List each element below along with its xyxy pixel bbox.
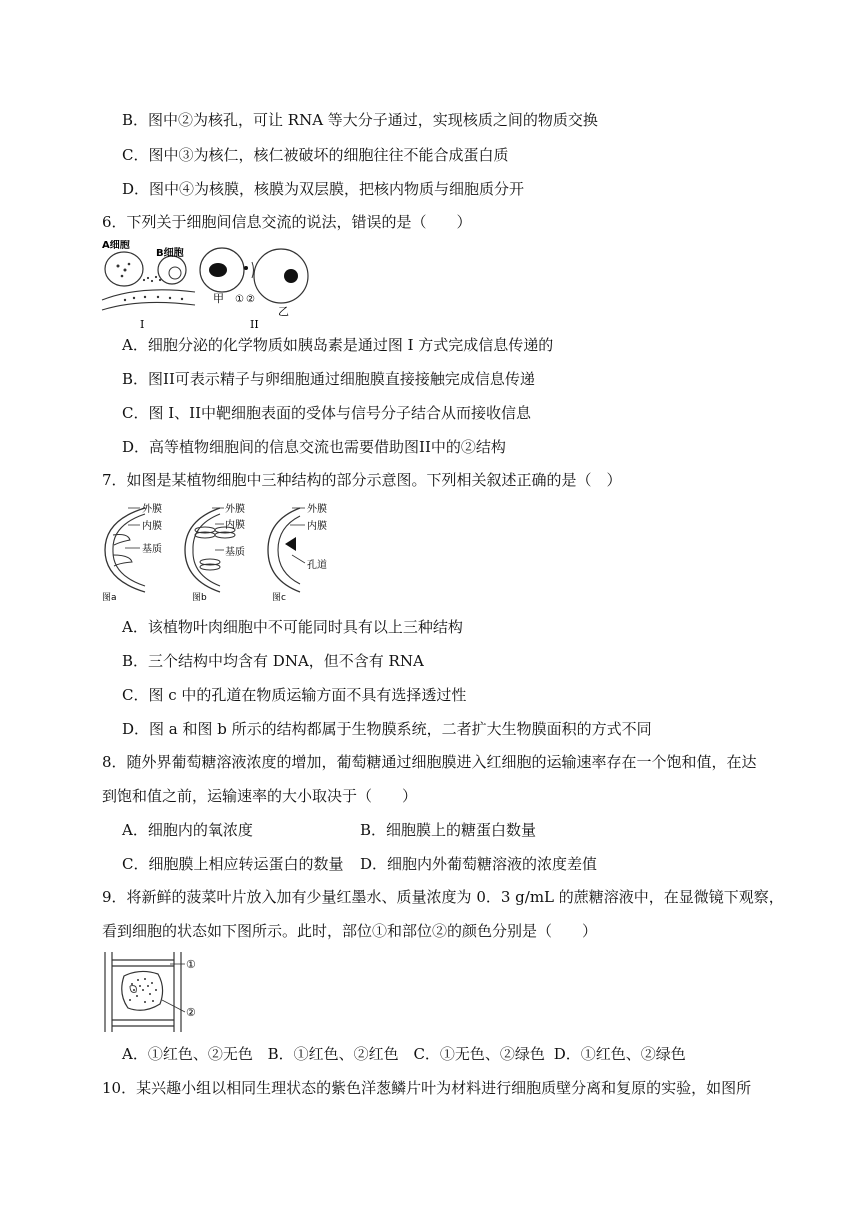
q9-option-c: C．①无色、②绿色 <box>413 1045 545 1063</box>
mark-2: ② <box>246 294 255 305</box>
q9-mark-1: ① <box>186 958 196 971</box>
yi-cell-shape <box>254 249 308 303</box>
q8-option-d: D．细胞内外葡萄糖溶液的浓度差值 <box>360 855 598 873</box>
yi-label: 乙 <box>278 305 289 318</box>
b-inner-label: 内膜 <box>225 520 245 531</box>
q6-figure <box>100 240 310 335</box>
q7-option-d: D．图 a 和图 b 所示的结构都属于生物膜系统，二者扩大生物膜面积的方式不同 <box>122 720 652 738</box>
a-matrix-label: 基质 <box>142 544 162 555</box>
q9-option-b: B．①红色、②红色 <box>267 1045 399 1063</box>
q9-stem-line-2: 看到细胞的状态如下图所示。此时，部位①和部位②的颜色分别是（ ） <box>102 922 598 940</box>
q6-option-c: C．图 I、II中靶细胞表面的受体与信号分子结合从而接收信息 <box>122 404 532 422</box>
q10-stem-line-1: 10．某兴趣小组以相同生理状态的紫色洋葱鳞片叶为材料进行细胞质壁分离和复原的实验，如图所 <box>102 1079 752 1097</box>
q8-option-a: A．细胞内的氧浓度 <box>122 821 253 839</box>
q8-option-c: C．细胞膜上相应转运蛋白的数量 <box>122 855 344 873</box>
b-outer-label: 外膜 <box>225 504 245 515</box>
q7-option-a: A．该植物叶肉细胞中不可能同时具有以上三种结构 <box>122 618 463 636</box>
c-outer-label: 外膜 <box>307 504 327 515</box>
q6-option-d: D．高等植物细胞间的信息交流也需要借助图II中的②结构 <box>122 438 506 456</box>
q9-options-row <box>122 1044 686 1064</box>
fig-a-label: 图a <box>102 593 117 603</box>
q7-option-b: B．三个结构中均含有 DNA，但不含有 RNA <box>122 652 424 670</box>
q6-stem: 6．下列关于细胞间信息交流的说法，错误的是（ ） <box>102 213 472 231</box>
q5-option-c: C．图中③为核仁，核仁被破坏的细胞往往不能合成蛋白质 <box>122 146 509 164</box>
q7-figure <box>100 500 360 604</box>
q5-option-b: B．图中②为核孔，可让 RNA 等大分子通过，实现核质之间的物质交换 <box>122 111 598 129</box>
q8-stem-line-2: 到饱和值之前，运输速率的大小取决于（ ） <box>102 787 418 805</box>
fig-c-label: 图c <box>272 593 286 603</box>
q6-option-b: B．图II可表示精子与卵细胞通过细胞膜直接接触完成信息传递 <box>122 370 535 388</box>
c-inner-label: 内膜 <box>307 521 327 532</box>
mark-1: ① <box>235 294 244 305</box>
q6-option-a: A．细胞分泌的化学物质如胰岛素是通过图 I 方式完成信息传递的 <box>122 336 554 354</box>
b-matrix-label: 基质 <box>225 547 245 558</box>
fig-b-label: 图b <box>192 593 207 603</box>
q9-stem-line-1: 9．将新鲜的菠菜叶片放入加有少量红墨水、质量浓度为 0．3 g/mL 的蔗糖溶液中，在显微镜下观察， <box>102 888 784 906</box>
a-inner-label: 内膜 <box>142 521 162 532</box>
q9-mark-2: ② <box>186 1006 196 1019</box>
a-cell-label: A细胞 <box>102 240 130 251</box>
q9-option-a: A．①红色、②无色 <box>122 1045 253 1063</box>
q9-option-d: D．①红色、②绿色 <box>553 1045 686 1063</box>
jia-label: 甲 <box>213 292 224 305</box>
b-cell-label: B细胞 <box>156 248 184 259</box>
b-cell-shape <box>158 256 186 284</box>
q8-option-b: B．细胞膜上的糖蛋白数量 <box>360 821 537 839</box>
q9-figure <box>100 950 210 1035</box>
q8-stem-line-1: 8．随外界葡萄糖溶液浓度的增加，葡萄糖通过细胞膜进入红细胞的运输速率存在一个饱和值，在达 <box>102 753 757 771</box>
q5-option-d: D．图中④为核膜，核膜为双层膜，把核内物质与细胞质分开 <box>122 180 525 198</box>
q7-stem: 7．如图是某植物细胞中三种结构的部分示意图。下列相关叙述正确的是（ ） <box>102 471 622 489</box>
a-outer-label: 外膜 <box>142 504 162 515</box>
q7-option-c: C．图 c 中的孔道在物质运输方面不具有选择透过性 <box>122 686 467 704</box>
c-pore-label: 孔道 <box>307 560 327 571</box>
figure-i-label: I <box>140 318 145 331</box>
figure-ii-label: II <box>250 318 259 331</box>
